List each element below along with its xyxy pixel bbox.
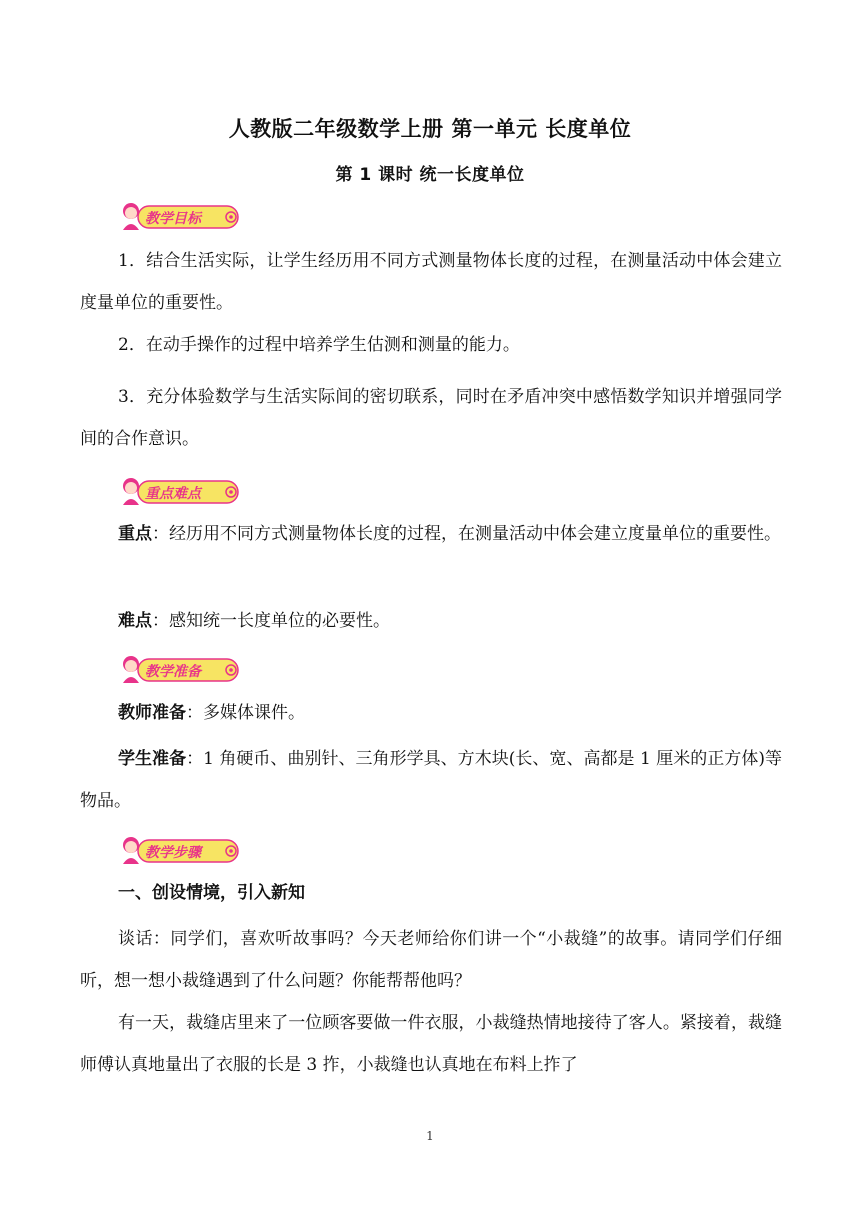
teacher-prep-label: 教师准备 xyxy=(118,703,186,723)
key-difficulty-paragraph xyxy=(80,600,820,642)
goal-item-1: 1．结合生活实际，让学生经历用不同方式测量物体长度的过程，在测量活动中体会建立度量单位的重要性。 xyxy=(80,251,782,313)
page-number: 1 xyxy=(426,1129,434,1143)
badge-label: 重点难点 xyxy=(145,486,201,502)
talk-paragraph: 谈话：同学们，喜欢听故事吗？今天老师给你们讲一个“小裁缝”的故事。请同学们仔细听，想一想小裁缝遇到了什么问题？你能帮帮他吗？ xyxy=(80,929,782,991)
focus-label: 重点 xyxy=(118,524,152,544)
goal-item-2: 2．在动手操作的过程中培养学生估测和测量的能力。 xyxy=(118,335,520,355)
student-prep-paragraph xyxy=(80,738,782,822)
teacher-prep-paragraph xyxy=(80,692,820,734)
student-prep-label: 学生准备 xyxy=(118,749,187,769)
difficulty-label: 难点 xyxy=(118,611,152,631)
section-badge-prep xyxy=(118,653,244,687)
key-focus-paragraph xyxy=(80,513,782,555)
section-badge-goals xyxy=(118,200,244,234)
section-heading-1: 一、创设情境，引入新知 xyxy=(118,883,305,903)
section-badge-key-points xyxy=(118,475,244,509)
badge-label: 教学准备 xyxy=(145,664,201,680)
document-title: 人教版二年级数学上册 第一单元 长度单位 xyxy=(228,117,632,141)
badge-label: 教学步骤 xyxy=(145,845,201,861)
focus-text: ：经历用不同方式测量物体长度的过程，在测量活动中体会建立度量单位的重要性。 xyxy=(152,524,781,544)
teacher-prep-text: ：多媒体课件。 xyxy=(186,703,305,723)
goal-item-3: 3．充分体验数学与生活实际间的密切联系，同时在矛盾冲突中感悟数学知识并增强同学间的合作意识。 xyxy=(80,387,782,449)
badge-label: 教学目标 xyxy=(145,211,201,227)
section-badge-steps xyxy=(118,834,244,868)
student-prep-text: ：1 角硬币、曲别针、三角形学具、方木块(长、宽、高都是 1 厘米的正方体)等物品。 xyxy=(80,749,783,811)
difficulty-text: ：感知统一长度单位的必要性。 xyxy=(152,611,390,631)
lesson-subtitle: 第 1 课时 统一长度单位 xyxy=(335,165,525,185)
story-paragraph: 有一天，裁缝店里来了一位顾客要做一件衣服，小裁缝热情地接待了客人。紧接着，裁缝师傅认真地量出了衣服的长是 3 拃，小裁缝也认真地在布料上拃了 xyxy=(80,1013,782,1075)
